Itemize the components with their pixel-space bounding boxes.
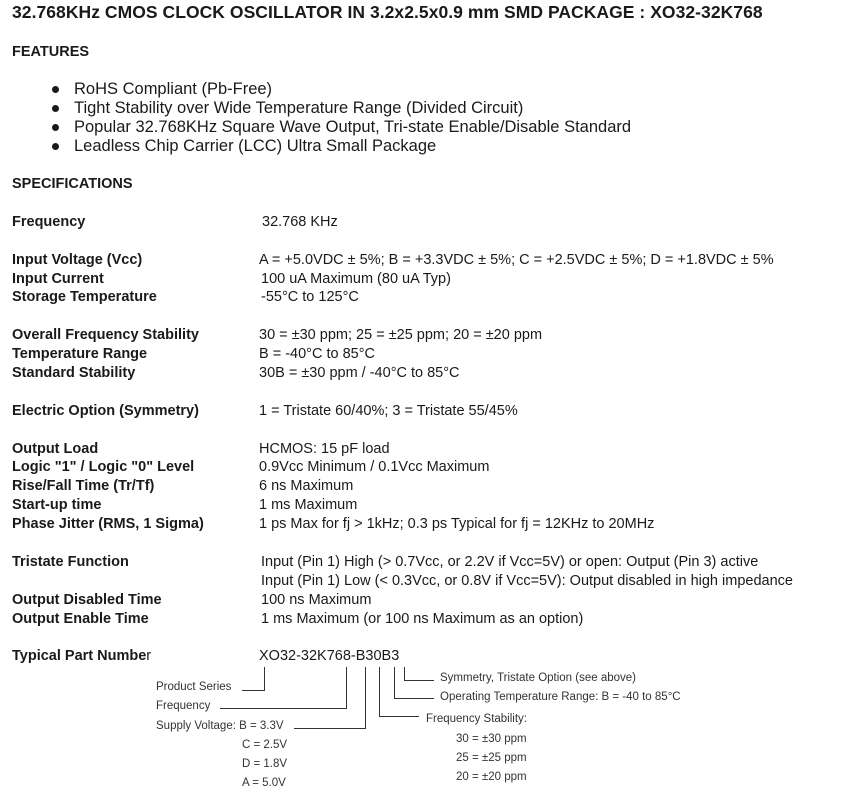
diagram-label: D = 1.8V bbox=[242, 758, 288, 770]
spec-value: 1 ms Maximum (or 100 ns Maximum as an option) bbox=[261, 611, 584, 627]
connector-line bbox=[379, 716, 419, 717]
spec-label: Electric Option (Symmetry) bbox=[12, 403, 199, 419]
spec-label: Output Disabled Time bbox=[12, 592, 162, 608]
diagram-label: Frequency bbox=[156, 700, 211, 712]
spec-value: 0.9Vcc Minimum / 0.1Vcc Maximum bbox=[259, 459, 490, 475]
connector-line bbox=[404, 667, 405, 681]
spec-label: Storage Temperature bbox=[12, 289, 157, 305]
spec-label: Output Enable Time bbox=[12, 611, 149, 627]
spec-value: -55°C to 125°C bbox=[261, 289, 359, 305]
connector-line bbox=[365, 667, 366, 729]
spec-value: 32.768 KHz bbox=[262, 214, 338, 230]
spec-value: 1 ps Max for fj > 1kHz; 0.3 ps Typical for fj = 12KHz to 20MHz bbox=[259, 516, 655, 532]
connector-line bbox=[404, 680, 434, 681]
spec-label: Overall Frequency Stability bbox=[12, 327, 199, 343]
spec-label: Tristate Function bbox=[12, 554, 129, 570]
diagram-label: 20 = ±20 ppm bbox=[456, 771, 527, 783]
diagram-label: A = 5.0V bbox=[242, 777, 286, 789]
diagram-label: Operating Temperature Range: B = -40 to 85°C bbox=[440, 691, 681, 703]
part-number-label: Typical Part Number bbox=[12, 648, 152, 664]
diagram-label: 30 = ±30 ppm bbox=[456, 733, 527, 745]
spec-value: 6 ns Maximum bbox=[259, 478, 354, 494]
spec-label: Input Current bbox=[12, 271, 104, 287]
spec-label: Phase Jitter (RMS, 1 Sigma) bbox=[12, 516, 204, 532]
part-number-value: XO32-32K768-B30B3 bbox=[259, 648, 400, 664]
diagram-label: Symmetry, Tristate Option (see above) bbox=[440, 672, 636, 684]
connector-line bbox=[379, 667, 380, 717]
spec-label: Frequency bbox=[12, 214, 86, 230]
connector-line bbox=[394, 667, 395, 699]
spec-value: Input (Pin 1) High (> 0.7Vcc, or 2.2V if Vcc=5V) or open: Output (Pin 3) active bbox=[261, 554, 759, 570]
spec-value: A = +5.0VDC ± 5%; B = +3.3VDC ± 5%; C = +2.5VDC ± 5%; D = +1.8VDC ± 5% bbox=[259, 252, 774, 268]
features-heading: FEATURES bbox=[12, 44, 90, 60]
connector-line bbox=[220, 708, 347, 709]
spec-value: B = -40°C to 85°C bbox=[259, 346, 375, 362]
features-list bbox=[52, 80, 631, 156]
spec-value: 30 = ±30 ppm; 25 = ±25 ppm; 20 = ±20 ppm bbox=[259, 327, 543, 343]
spec-value: 30B = ±30 ppm / -40°C to 85°C bbox=[259, 365, 460, 381]
specifications-heading: SPECIFICATIONS bbox=[12, 176, 133, 192]
connector-line bbox=[294, 728, 366, 729]
list-item: RoHS Compliant (Pb-Free) bbox=[52, 80, 631, 99]
list-item: Tight Stability over Wide Temperature Range (Divided Circuit) bbox=[52, 99, 631, 118]
diagram-label: Frequency Stability: bbox=[426, 713, 527, 725]
diagram-label: Product Series bbox=[156, 681, 232, 693]
spec-label: Logic "1" / Logic "0" Level bbox=[12, 459, 195, 475]
list-item: Leadless Chip Carrier (LCC) Ultra Small Package bbox=[52, 137, 631, 156]
spec-label: Rise/Fall Time (Tr/Tf) bbox=[12, 478, 155, 494]
spec-label: Input Voltage (Vcc) bbox=[12, 252, 143, 268]
page-title: 32.768KHz CMOS CLOCK OSCILLATOR IN 3.2x2.5x0.9 mm SMD PACKAGE : XO32-32K768 bbox=[12, 2, 763, 22]
spec-value: 1 ms Maximum bbox=[259, 497, 358, 513]
spec-label: Output Load bbox=[12, 441, 99, 457]
spec-value: 100 uA Maximum (80 uA Typ) bbox=[261, 271, 451, 287]
spec-label: Start-up time bbox=[12, 497, 102, 513]
spec-value: 1 = Tristate 60/40%; 3 = Tristate 55/45% bbox=[259, 403, 518, 419]
diagram-label: C = 2.5V bbox=[242, 739, 288, 751]
connector-line bbox=[394, 698, 434, 699]
connector-line bbox=[346, 667, 347, 709]
spec-value: HCMOS: 15 pF load bbox=[259, 441, 390, 457]
connector-line bbox=[264, 667, 265, 691]
spec-label: Standard Stability bbox=[12, 365, 136, 381]
spec-value: Input (Pin 1) Low (< 0.3Vcc, or 0.8V if Vcc=5V): Output disabled in high impedance bbox=[261, 573, 793, 589]
list-item: Popular 32.768KHz Square Wave Output, Tri-state Enable/Disable Standard bbox=[52, 118, 631, 137]
connector-line bbox=[242, 690, 265, 691]
diagram-label: Supply Voltage: B = 3.3V bbox=[156, 720, 284, 732]
spec-value: 100 ns Maximum bbox=[261, 592, 372, 608]
diagram-label: 25 = ±25 ppm bbox=[456, 752, 527, 764]
spec-label: Temperature Range bbox=[12, 346, 148, 362]
